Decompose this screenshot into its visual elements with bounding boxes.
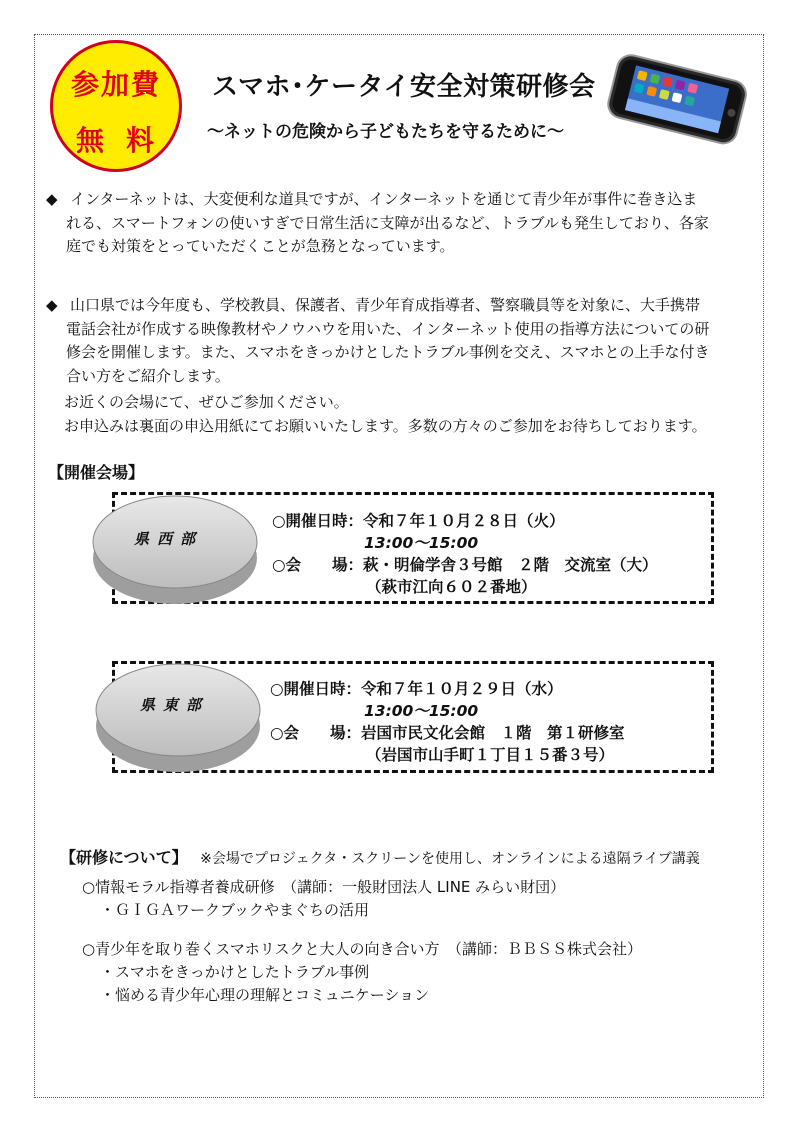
- smartphone-illustration: [605, 50, 755, 150]
- event-time: 13:00～15:00: [364, 534, 479, 552]
- text-line: 山口県では今年度も、学校教員、保護者、青少年育成指導者、警察職員等を対象に、大手携帯: [70, 296, 701, 314]
- bullet-icon: ◆: [46, 190, 58, 208]
- region-label-east: 県東部: [140, 696, 210, 714]
- date-label: ○開催日時：: [272, 512, 364, 530]
- venues-heading: 【開催会場】: [48, 463, 145, 482]
- intro-paragraph-1: [46, 188, 756, 259]
- event-place: 萩・明倫学舎３号館 ２階 交流室（大）: [363, 556, 658, 574]
- place-label: ○会 場：: [272, 556, 364, 574]
- venue-info-west: [272, 510, 658, 598]
- session-point: ・スマホをきっかけとしたトラブル事例: [100, 963, 370, 981]
- region-label-west: 県西部: [134, 530, 204, 548]
- session-point: ・悩める青少年心理の理解とコミュニケーション: [100, 986, 430, 1004]
- intro-paragraph-2: [46, 294, 756, 388]
- badge-line-1: 参加費: [70, 68, 161, 101]
- session-point: ・ＧＩＧＡワークブックやまぐちの活用: [100, 901, 369, 919]
- text-line: 合い方をご紹介します。: [66, 366, 230, 385]
- bullet-icon: ◆: [46, 296, 58, 314]
- intro-notes: [64, 390, 707, 438]
- event-address: （萩市江向６０２番地）: [366, 578, 537, 596]
- text-line: 電話会社が作成する映像教材やノウハウを用いた、インターネット使用の指導方法についての研: [66, 319, 710, 338]
- event-address: （岩国市山手町１丁目１５番３号）: [366, 746, 615, 764]
- region-disk-east: [93, 654, 263, 778]
- date-label: ○開催日時：: [270, 680, 362, 698]
- text-line: 庭でも対策をとっていただくことが急務となっています。: [66, 237, 455, 255]
- page-title: スマホ･ケータイ安全対策研修会: [212, 72, 596, 102]
- event-date: 令和７年１０月２９日（水）: [361, 680, 563, 698]
- training-heading-row: [60, 845, 700, 868]
- session-title: ○青少年を取り巻くスマホリスクと大人の向き合い方 （講師：ＢＢＳＳ株式会社）: [82, 940, 642, 958]
- note-line: お申込みは裏面の申込用紙にてお願いいたします。多数の方々のご参加をお待ちしております。: [64, 417, 707, 435]
- training-heading: 【研修について】: [60, 848, 188, 867]
- text-line: 修会を開催します。また、スマホをきっかけとしたトラブル事例を交え、スマホとの上手な付き: [66, 343, 710, 361]
- badge-line-2: 無料: [75, 124, 176, 157]
- training-note: ※会場でプロジェクタ・スクリーンを使用し、オンラインによる遠隔ライブ講義: [200, 851, 700, 867]
- training-session-2: [82, 938, 642, 1007]
- free-admission-badge: [50, 40, 182, 172]
- text-line: れる、スマートフォンの使いすぎで日常生活に支障が出るなど、トラブルも発生しており、各家: [66, 213, 709, 232]
- event-date: 令和７年１０月２８日（火）: [363, 512, 565, 530]
- event-time: 13:00～15:00: [364, 702, 479, 720]
- event-place: 岩国市民文化会館 １階 第１研修室: [361, 724, 625, 742]
- session-title: ○情報モラル指導者養成研修 （講師：一般財団法人 LINE みらい財団）: [82, 878, 566, 896]
- place-label: ○会 場：: [270, 724, 362, 742]
- page-subtitle: ～ネットの危険から子どもたちを守るために～: [207, 122, 564, 142]
- venue-info-east: [270, 678, 625, 766]
- training-session-1: [82, 876, 565, 922]
- text-line: インターネットは、大変便利な道具ですが、インターネットを通じて青少年が事件に巻き込ま: [70, 190, 698, 208]
- note-line: お近くの会場にて、ぜひご参加ください。: [64, 393, 349, 411]
